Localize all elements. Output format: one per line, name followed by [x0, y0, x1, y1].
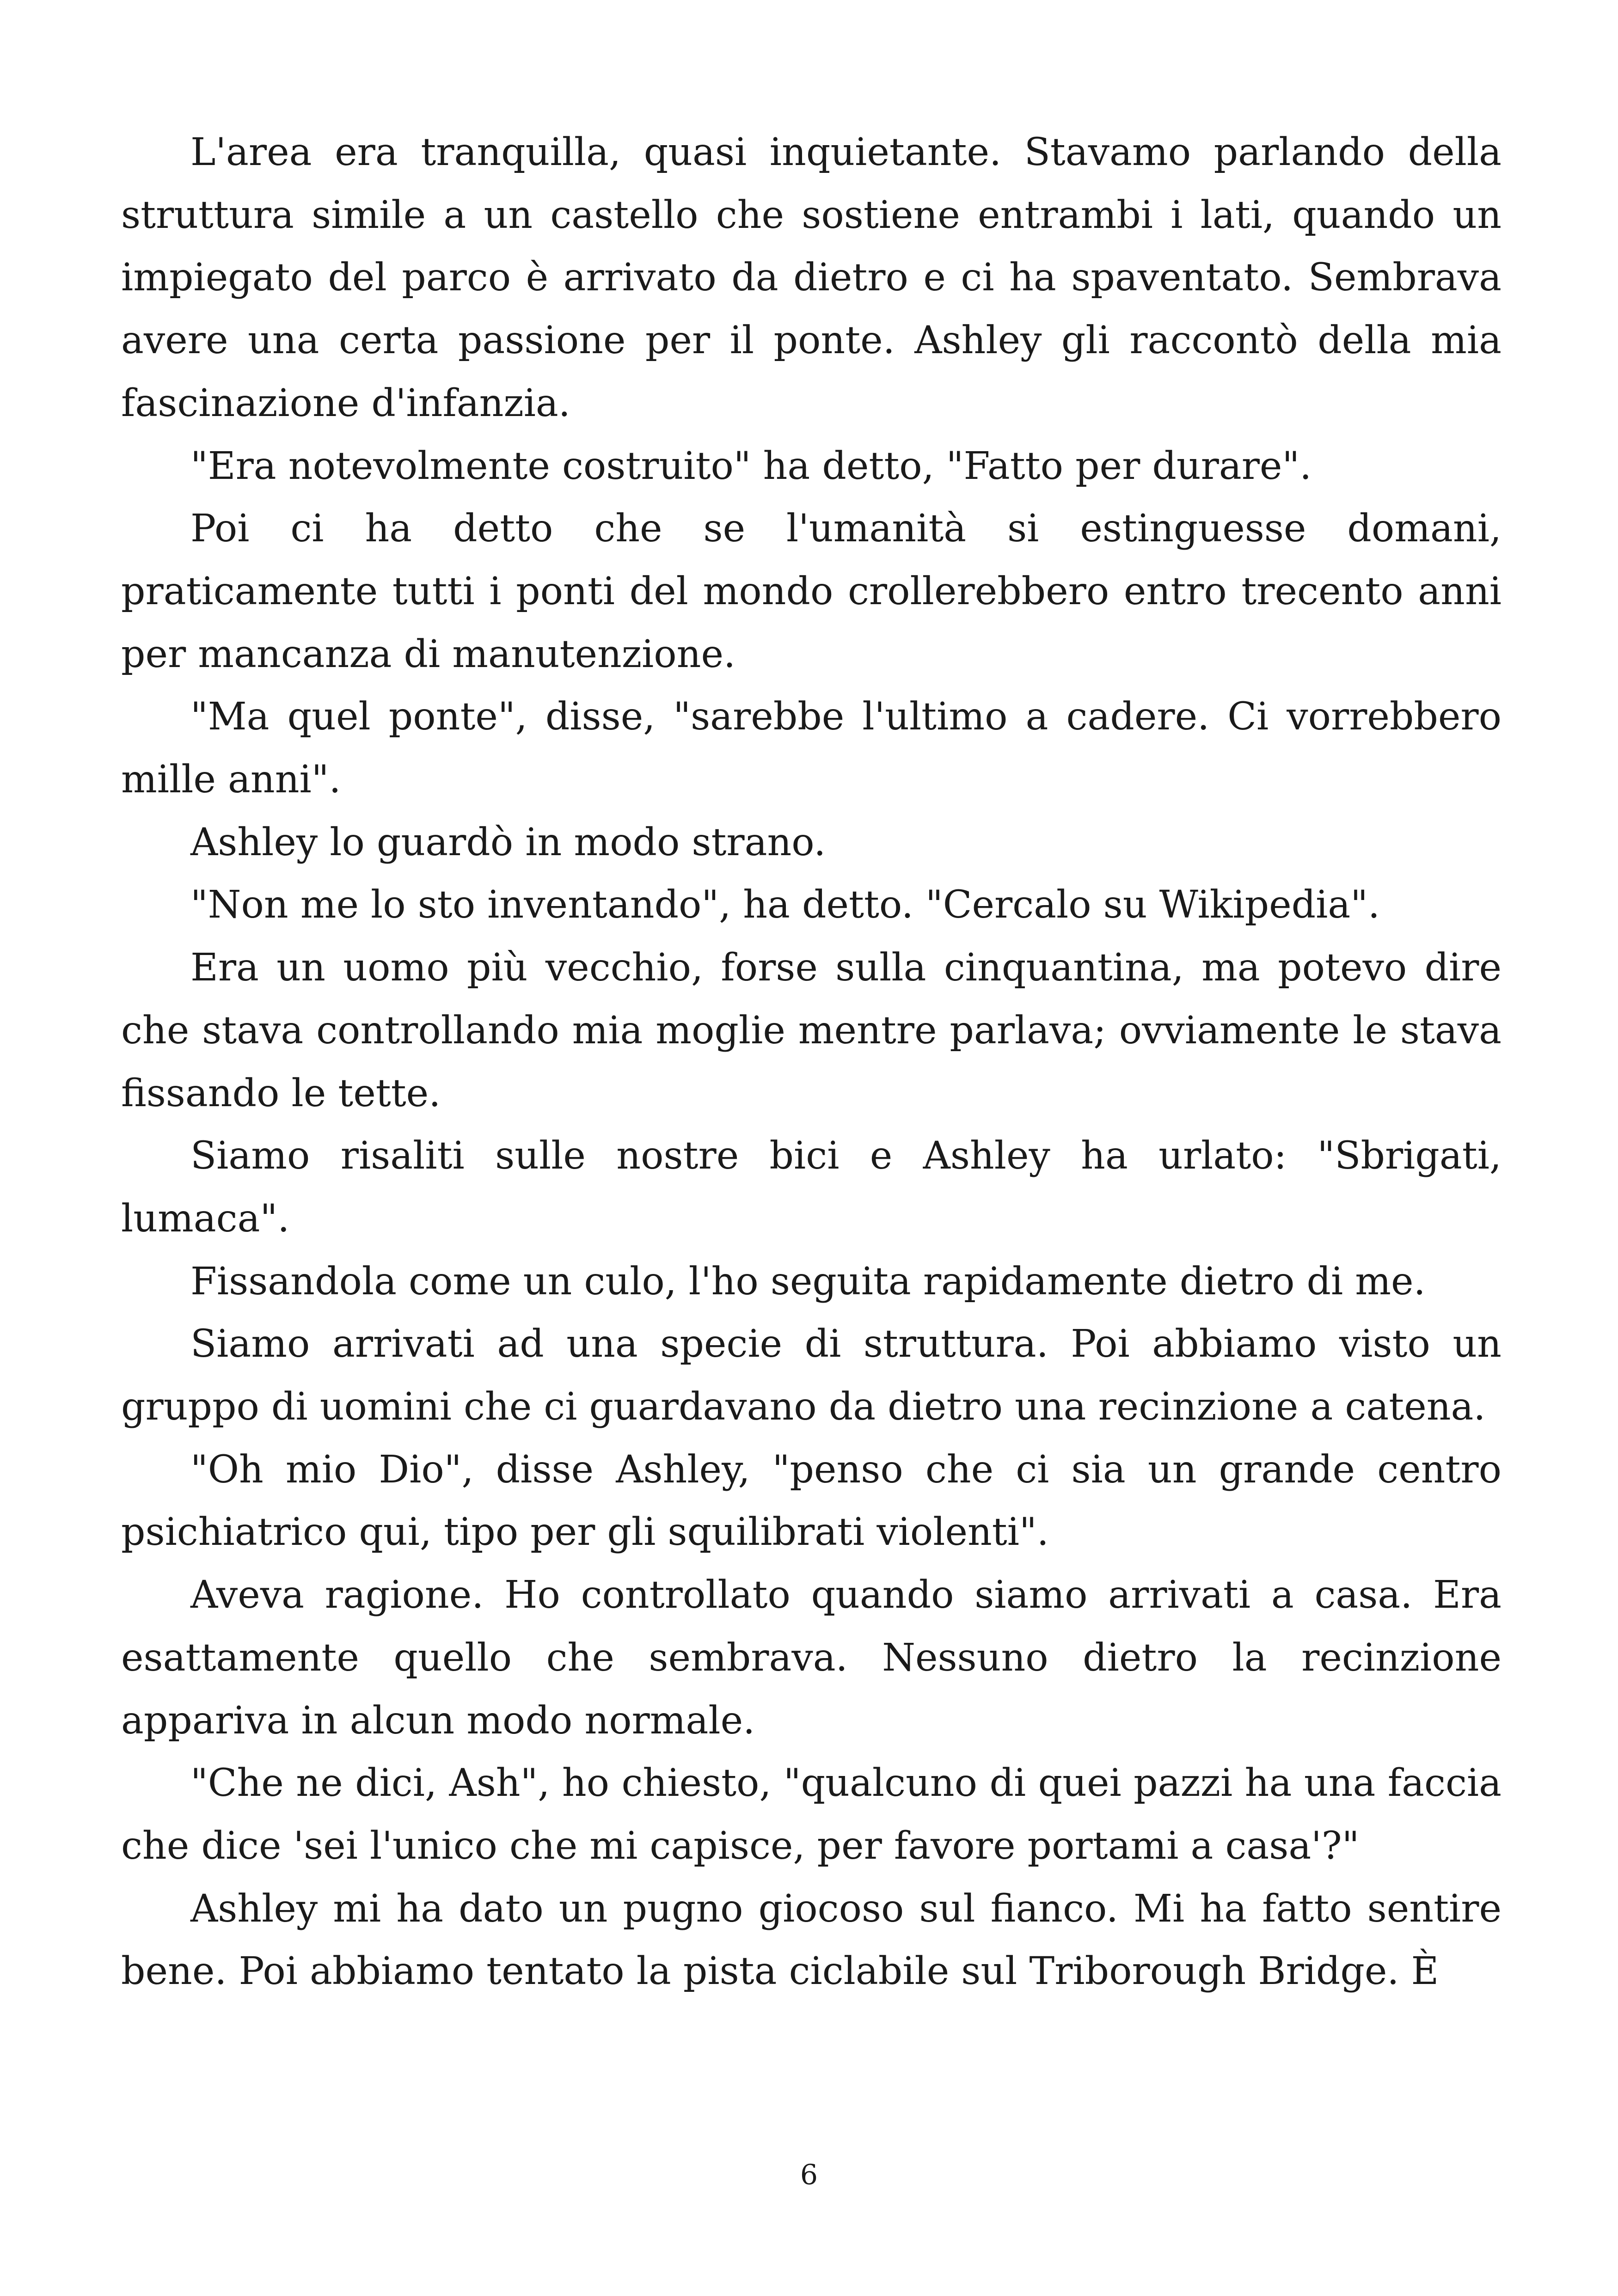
paragraph: "Oh mio Dio", disse Ashley, "penso che ci sia un grande centro psichiatrico qui, tipo per gli squilibrati violenti". — [121, 1447, 1502, 1555]
paragraph: Siamo risaliti sulle nostre bici e Ashley ha urlato: "Sbrigati, lumaca". — [121, 1134, 1502, 1241]
paragraph: Ashley lo guardò in modo strano. — [190, 820, 826, 864]
paragraph: Poi ci ha detto che se l'umanità si estinguesse domani, praticamente tutti i ponti del mondo crollerebbero entro trecento anni per mancanza di manutenzione. — [121, 507, 1502, 676]
page-number: 6 — [800, 2159, 818, 2191]
paragraph: L'area era tranquilla, quasi inquietante. Stavamo parlando della struttura simile a un castello che sostiene entrambi i lati, quando un impiegato del parco è arrivato da dietro e ci ha spaventato. Sembrava avere una certa passione per il ponte. Ashley gli raccontò della mia fascinazione d'infanzia. — [121, 130, 1502, 425]
paragraph: Siamo arrivati ad una specie di struttura. Poi abbiamo visto un gruppo di uomini che ci guardavano da dietro una recinzione a catena. — [121, 1322, 1502, 1429]
paragraph: "Che ne dici, Ash", ho chiesto, "qualcuno di quei pazzi ha una faccia che dice 'sei l'unico che mi capisce, per favore portami a casa'?" — [121, 1761, 1502, 1868]
paragraph: Era un uomo più vecchio, forse sulla cinquantina, ma potevo dire che stava controllando mia moglie mentre parlava; ovviamente le stava fissando le tette. — [121, 946, 1502, 1115]
paragraph: Aveva ragione. Ho controllato quando siamo arrivati a casa. Era esattamente quello che sembrava. Nessuno dietro la recinzione appariva in alcun modo normale. — [121, 1573, 1502, 1743]
paragraph: Fissandola come un culo, l'ho seguita rapidamente dietro di me. — [190, 1259, 1426, 1304]
paragraph: "Ma quel ponte", disse, "sarebbe l'ultimo a cadere. Ci vorrebbero mille anni". — [121, 695, 1502, 802]
paragraph: Ashley mi ha dato un pugno giocoso sul fianco. Mi ha fatto sentire bene. Poi abbiamo tentato la pista ciclabile sul Triborough Bridge. È — [121, 1886, 1502, 1994]
paragraph: "Era notevolmente costruito" ha detto, "Fatto per durare". — [190, 444, 1312, 488]
body-text — [121, 121, 1502, 2003]
paragraph: "Non me lo sto inventando", ha detto. "Cercalo su Wikipedia". — [190, 883, 1380, 927]
